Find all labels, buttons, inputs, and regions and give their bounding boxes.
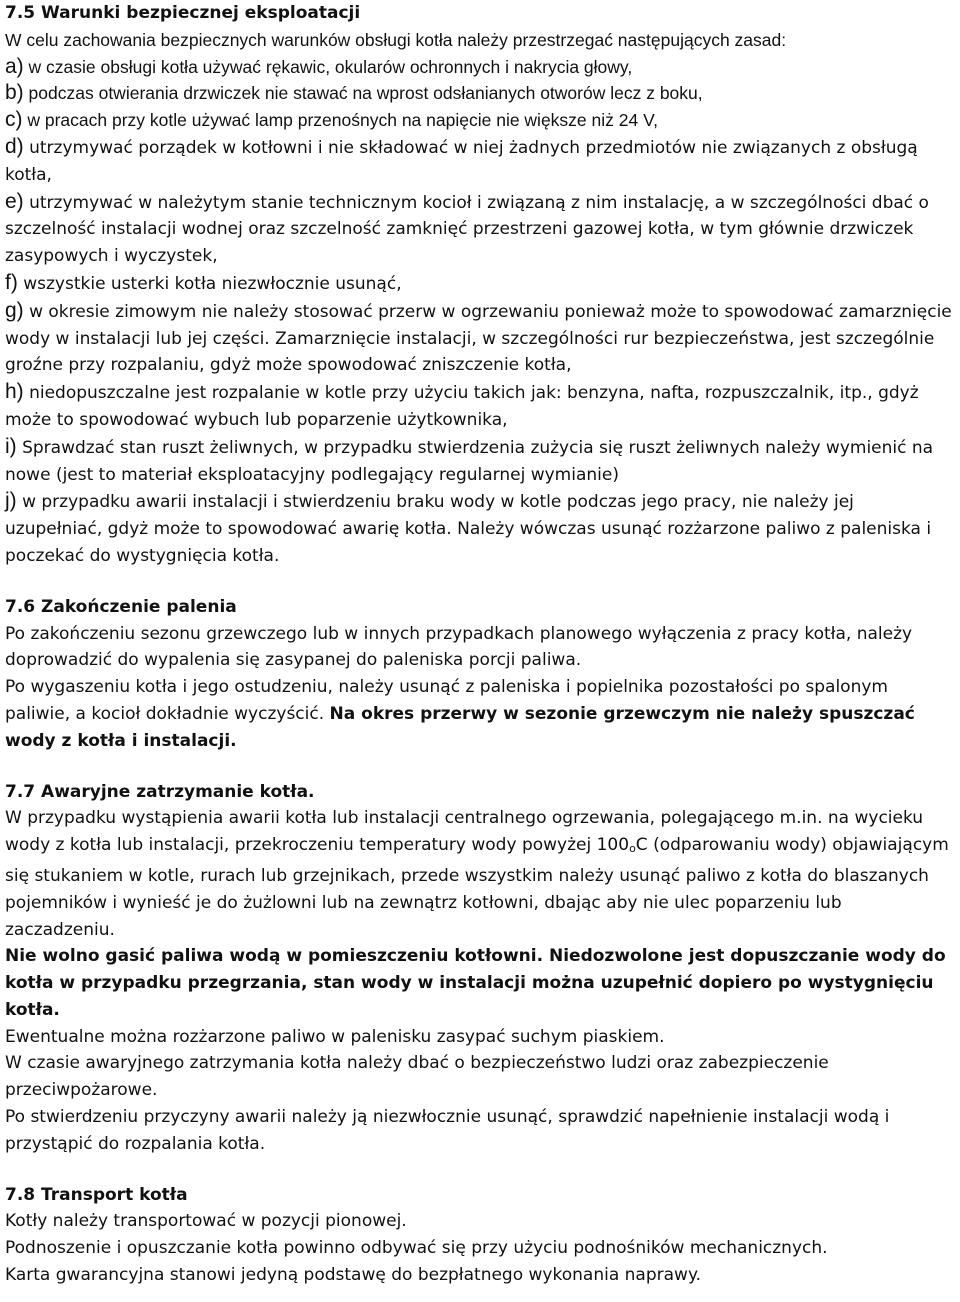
- section-7-7-title: 7.7 Awaryjne zatrzymanie kotła.: [5, 781, 315, 802]
- list-letter: h): [5, 380, 24, 404]
- list-text: podczas otwierania drzwiczek nie stawać na wprost odsłanianych otworów lecz z boku,: [23, 83, 703, 104]
- section-7-7-paragraph-4: W czasie awaryjnego zatrzymania kotła należy dbać o bezpieczeństwo ludzi oraz zabezpieczenie przeciwpożarowe.: [5, 1053, 829, 1101]
- section-7-6-paragraph-1a: Po zakończeniu sezonu grzewczego lub w innych przypadkach planowego wyłączenia z pracy kotła, należy: [5, 623, 913, 644]
- section-gap: [5, 1158, 956, 1182]
- degree-subscript: o: [629, 842, 636, 856]
- list-text: niedopuszczalne jest rozpalanie w kotle przy użyciu takich jak: benzyna, nafta, rozpuszczalnik, itp., gdyż może to spowodować wybuch lub poparzenie użytkownika,: [5, 383, 919, 430]
- section-gap: [5, 570, 956, 594]
- section-7-8-title: 7.8 Transport kotła: [5, 1184, 188, 1205]
- list-item-g: [5, 298, 956, 379]
- list-item-b: [5, 80, 956, 107]
- list-letter: f): [5, 270, 18, 294]
- section-7-7-paragraph-5: Po stwierdzeniu przyczyny awarii należy ją niezwłocznie usunąć, sprawdzić napełnienie instalacji wodą i przystąpić do rozpalania kotła.: [5, 1107, 890, 1154]
- section-7-6-paragraph-1b: doprowadzić do wypalenia się zasypanej do paleniska porcji paliwa.: [5, 650, 582, 671]
- list-item-i: [5, 434, 956, 489]
- list-text: utrzymywać w należytym stanie technicznym kocioł i związaną z nim instalację, a w szczególności dbać o szczelność instalacji wodnej oraz szczelność zamknięć przestrzeni gazowej kotła, w tym głównie drzwiczek zasypowych i wyczystek,: [5, 192, 929, 267]
- list-letter: i): [5, 434, 17, 458]
- list-letter: a): [5, 54, 24, 78]
- list-letter: e): [5, 189, 24, 213]
- list-text: w pracach przy kotle używać lamp przenośnych na napięcie nie większe niż 24 V,: [22, 110, 659, 131]
- section-7-8-paragraph-3: Karta gwarancyjna stanowi jedyną podstawę do bezpłatnego wykonania naprawy.: [5, 1265, 701, 1286]
- list-letter: j): [5, 489, 17, 513]
- paragraph-text: W przypadku wystąpienia awarii kotła lub instalacji centralnego ogrzewania, polegającego m.in. na wycieku wody z kotła lub instalacji, przekroczeniu temperatury wody powyżej 100: [5, 808, 924, 856]
- section-7-6-title: 7.6 Zakończenie palenia: [5, 596, 237, 617]
- bold-warning: Na okres przerwy w sezonie grzewczym nie należy spuszczać wody z kotła i instalacji.: [5, 703, 915, 751]
- list-letter: b): [5, 81, 24, 105]
- section-7-6-paragraph-2: [5, 674, 956, 754]
- section-7-7-paragraph-3: Ewentualne można rozżarzone paliwo w palenisku zasypać suchym piaskiem.: [5, 1026, 665, 1047]
- section-7-5-title: 7.5 Warunki bezpiecznej eksploatacji: [5, 3, 361, 23]
- list-text: w przypadku awarii instalacji i stwierdzeniu braku wody w kotle podczas jego pracy, nie należy jej uzupełniać, gdyż może to spowodować awarię kotła. Należy wówczas usunąć rozżarzone paliwo z paleniska i poczekać do wystygnięcia kotła.: [5, 492, 932, 566]
- section-7-5-intro: W celu zachowania bezpiecznych warunków obsługi kotła należy przestrzegać następujących zasad:: [5, 29, 787, 50]
- section-7-7-paragraph-1: [5, 805, 956, 943]
- list-item-j: [5, 488, 956, 569]
- list-text: wszystkie usterki kotła niezwłocznie usunąć,: [17, 273, 402, 294]
- list-item-d: [5, 134, 956, 189]
- bold-warning: Nie wolno gasić paliwa wodą w pomieszczeniu kotłowni. Niedozwolone jest dopuszczanie wody do kotła w przypadku przegrzania, stan wody w instalacji można uzupełnić dopiero po wystygnięciu kotła.: [5, 946, 946, 1020]
- list-letter: c): [5, 108, 23, 132]
- section-7-8-paragraph-2: Podnoszenie i opuszczanie kotła powinno odbywać się przy użyciu podnośników mechanicznych.: [5, 1238, 828, 1259]
- list-letter: d): [5, 134, 24, 158]
- list-text: utrzymywać porządek w kotłowni i nie składować w niej żadnych przedmiotów nie związanych z obsługą kotła,: [5, 137, 918, 185]
- list-item-f: [5, 270, 956, 298]
- list-text: w czasie obsługi kotła używać rękawic, okularów ochronnych i nakrycia głowy,: [23, 56, 633, 77]
- list-text: w okresie zimowym nie należy stosować przerw w ogrzewaniu ponieważ może to spowodować zamarznięcie wody w instalacji lub jej części. Zamarznięcie instalacji, w szczególności rur bezpieczeństwa, jest szczególnie groźne przy rozpalaniu, gdyż może spowodować zniszczenie kotła,: [5, 301, 952, 376]
- list-text: Sprawdzać stan ruszt żeliwnych, w przypadku stwierdzenia zużycia się ruszt żeliwnych należy wymienić na nowe (jest to materiał eksploatacyjny podlegający regularnej wymianie): [5, 437, 934, 485]
- section-gap: [5, 755, 956, 779]
- list-item-c: [5, 107, 956, 134]
- paragraph-text: C (odparowaniu wody) objawiającym się stukaniem w kotle, rurach lub grzejnikach, przede wszystkim należy usunąć paliwo z kotła do blaszanych pojemników i wynieść je do żużlowni lub na zewnątrz kotłowni, dbając aby nie ulec poparzeniu lub zaczadzeniu.: [5, 835, 949, 940]
- section-7-8-paragraph-1: Kotły należy transportować w pozycji pionowej.: [5, 1211, 407, 1232]
- list-item-h: [5, 379, 956, 434]
- list-letter: g): [5, 298, 24, 322]
- section-7-7-warning: [5, 943, 956, 1023]
- paragraph-text: Po wygaszeniu kotła i jego ostudzeniu, należy usunąć z paleniska i popielnika pozostałości po spalonym paliwie, a kocioł dokładnie wyczyścić.: [5, 677, 888, 724]
- list-item-e: [5, 189, 956, 270]
- list-item-a: [5, 54, 956, 81]
